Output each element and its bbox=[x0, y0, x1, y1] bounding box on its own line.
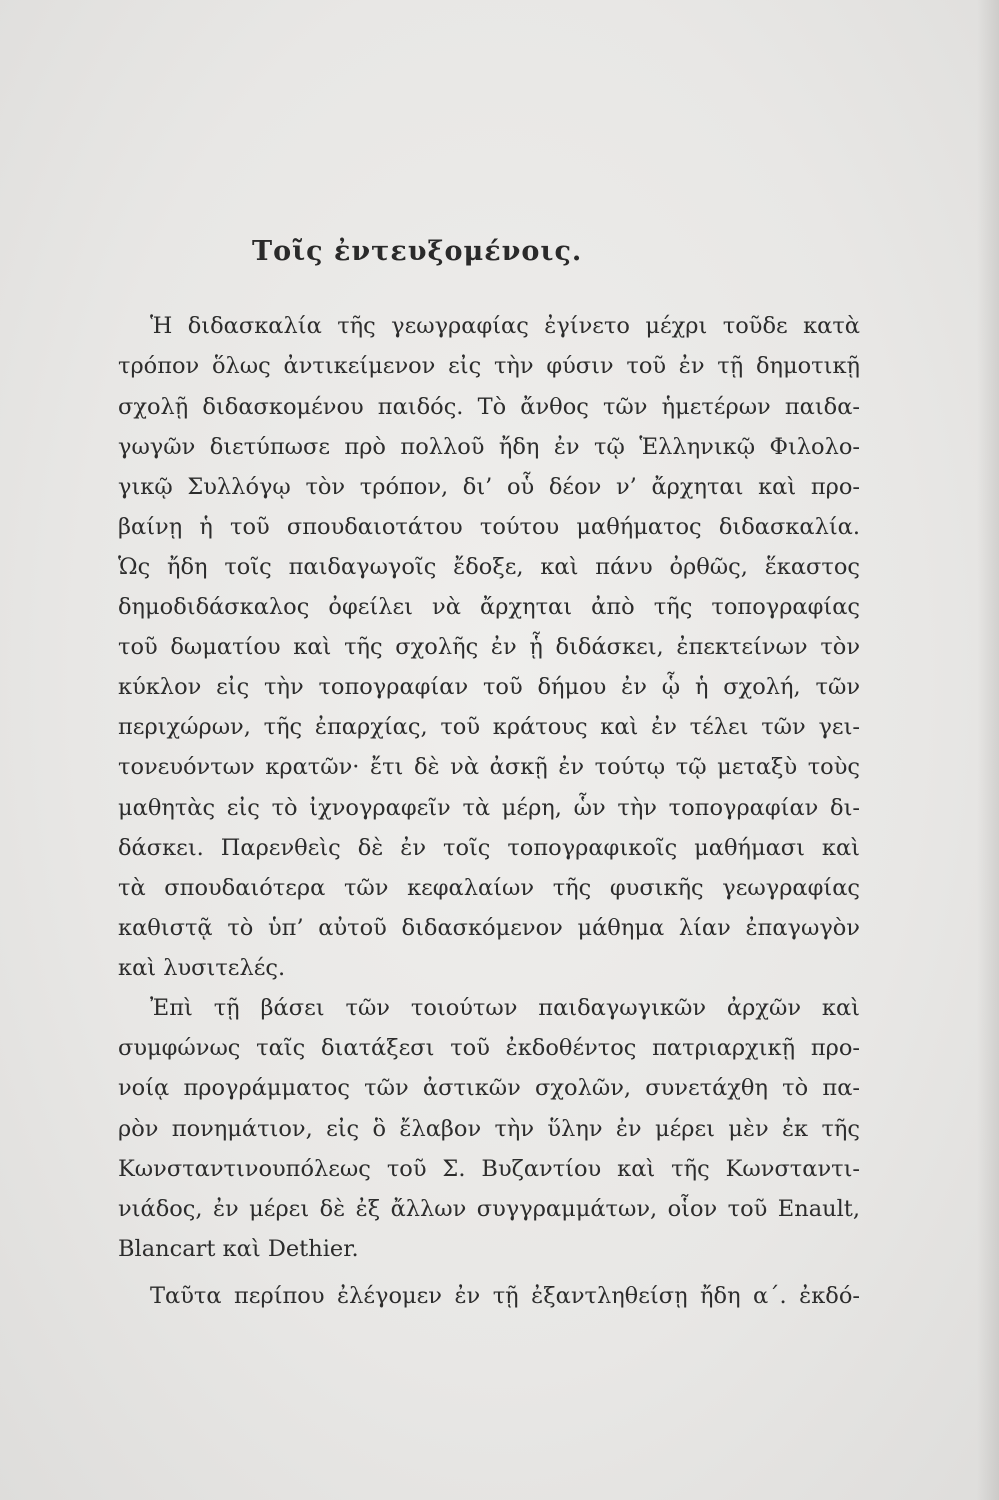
text-line: βαίνῃ ἡ τοῦ σπουδαιοτάτου τούτου μαθήματος διδασκαλία. bbox=[118, 514, 860, 540]
text-line: γικῷ Συλλόγῳ τὸν τρόπον, δι’ οὗ δέον ν’ ἄρχηται καὶ προ- bbox=[118, 474, 860, 500]
text-line: Ὡς ἤδη τοῖς παιδαγωγοῖς ἔδοξε, καὶ πάνυ ὀρθῶς, ἕκαστος bbox=[118, 554, 860, 580]
text-line: νοίᾳ προγράμματος τῶν ἀστικῶν σχολῶν, συνετάχθη τὸ πα- bbox=[118, 1075, 860, 1101]
page-title: Τοῖς ἐντευξομένοις. bbox=[252, 236, 583, 267]
text-line: περιχώρων, τῆς ἐπαρχίας, τοῦ κράτους καὶ ἐν τέλει τῶν γει- bbox=[118, 714, 860, 740]
text-line: τοῦ δωματίου καὶ τῆς σχολῆς ἐν ᾗ διδάσκει, ἐπεκτείνων τὸν bbox=[118, 634, 860, 660]
text-line: Ταῦτα περίπου ἐλέγομεν ἐν τῇ ἐξαντληθείσῃ ἤδη α΄. ἐκδό- bbox=[150, 1283, 860, 1309]
text-line: γωγῶν διετύπωσε πρὸ πολλοῦ ἤδη ἐν τῷ Ἑλληνικῷ Φιλολο- bbox=[118, 434, 860, 460]
text-line: μαθητὰς εἰς τὸ ἰχνογραφεῖν τὰ μέρη, ὧν τὴν τοπογραφίαν δι- bbox=[118, 795, 860, 821]
text-line: δημοδιδάσκαλος ὀφείλει νὰ ἄρχηται ἀπὸ τῆς τοπογραφίας bbox=[118, 594, 860, 620]
text-line: κύκλον εἰς τὴν τοπογραφίαν τοῦ δήμου ἐν ᾧ ἡ σχολή, τῶν bbox=[118, 674, 860, 700]
text-line: καθιστᾷ τὸ ὑπ’ αὐτοῦ διδασκόμενον μάθημα λίαν ἐπαγωγὸν bbox=[118, 915, 860, 941]
text-line: συμφώνως ταῖς διατάξεσι τοῦ ἐκδοθέντος πατριαρχικῇ προ- bbox=[118, 1035, 860, 1061]
text-line: δάσκει. Παρενθεὶς δὲ ἐν τοῖς τοπογραφικοῖς μαθήμασι καὶ bbox=[118, 835, 860, 861]
text-line: τονευόντων κρατῶν· ἔτι δὲ νὰ ἀσκῇ ἐν τούτῳ τῷ μεταξὺ τοὺς bbox=[118, 754, 860, 780]
text-line: σχολῇ διδασκομένου παιδός. Τὸ ἄνθος τῶν ἡμετέρων παιδα- bbox=[118, 394, 860, 420]
page-edge-shadow bbox=[977, 0, 999, 1500]
text-line: Blancart καὶ Dethier. bbox=[118, 1236, 359, 1262]
text-line: Ἡ διδασκαλία τῆς γεωγραφίας ἐγίνετο μέχρι τοῦδε κατὰ bbox=[150, 313, 860, 339]
text-line: Κωνσταντινουπόλεως τοῦ Σ. Βυζαντίου καὶ τῆς Κωνσταντι- bbox=[118, 1156, 860, 1182]
text-line: νιάδος, ἐν μέρει δὲ ἐξ ἄλλων συγγραμμάτων, οἷον τοῦ Enault, bbox=[118, 1196, 860, 1222]
text-line: Ἐπὶ τῇ βάσει τῶν τοιούτων παιδαγωγικῶν ἀρχῶν καὶ bbox=[150, 995, 860, 1021]
text-line: τρόπον ὅλως ἀντικείμενον εἰς τὴν φύσιν τοῦ ἐν τῇ δημοτικῇ bbox=[118, 353, 860, 379]
text-line: καὶ λυσιτελές. bbox=[118, 955, 286, 981]
text-line: ρὸν πονημάτιον, εἰς ὃ ἔλαβον τὴν ὕλην ἐν μέρει μὲν ἐκ τῆς bbox=[118, 1116, 860, 1142]
text-line: τὰ σπουδαιότερα τῶν κεφαλαίων τῆς φυσικῆς γεωγραφίας bbox=[118, 875, 860, 901]
